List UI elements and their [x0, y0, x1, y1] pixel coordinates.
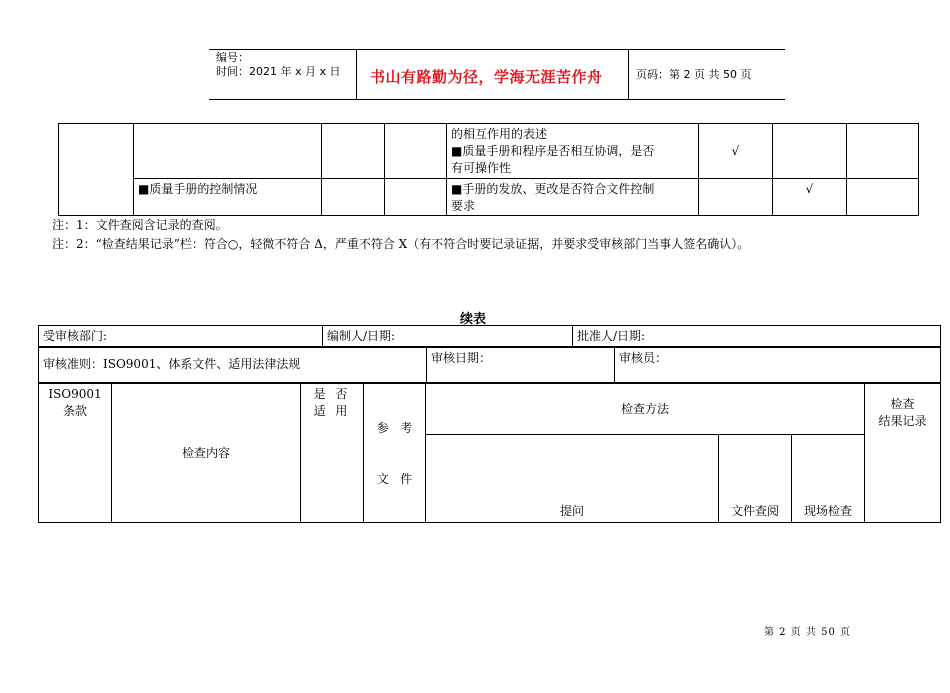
header-divider-left	[356, 49, 357, 99]
col-reference-line: 文 件	[376, 472, 413, 486]
question-line: 有可操作性	[451, 161, 512, 175]
column-header-table	[38, 383, 941, 523]
table-row	[59, 179, 919, 216]
col-result-line: 检查	[890, 397, 915, 411]
col-result	[865, 384, 941, 523]
content-text: ■质量手册的控制情况	[138, 182, 258, 196]
field-check-check: √	[773, 179, 847, 216]
doc-review-cell	[699, 179, 773, 216]
col-method: 检查方法	[426, 384, 865, 435]
question-line: 的相互作用的表述	[451, 127, 548, 141]
continued-title: 续表	[460, 312, 487, 327]
clause-cell	[59, 124, 134, 216]
col-clause	[39, 384, 112, 523]
col-reference	[364, 384, 426, 523]
result-cell	[847, 179, 919, 216]
table-row	[59, 124, 919, 179]
header-divider-right	[628, 49, 629, 99]
auditor-cell: 审核员：	[615, 347, 941, 383]
col-reference-line: 参 考	[376, 421, 413, 435]
col-question: 提问	[426, 435, 719, 523]
audit-date-cell: 审核日期：	[427, 347, 615, 383]
col-field-check: 现场检查	[792, 435, 865, 523]
content-cell	[134, 124, 322, 179]
reference-cell	[385, 179, 447, 216]
question-line: ■手册的发放、更改是否符合文件控制	[451, 182, 655, 196]
col-result-line: 结果记录	[878, 414, 927, 428]
header-number-label: 编号：	[216, 51, 249, 64]
checklist-table-continued	[58, 123, 919, 216]
applicable-cell	[322, 179, 385, 216]
col-content: 检查内容	[112, 384, 301, 523]
question-line: ■质量手册和程序是否相互协调，是否	[451, 144, 655, 158]
note-1: 注：1：文件查阅含记录的查阅。	[52, 218, 228, 232]
note-2: 注：2：“检查结果记录”栏：符合○，轻微不符合 Δ，严重不符合 X（有不符合时要记录证据，并要求受审核部门当事人签名确认）。	[52, 237, 750, 251]
doc-review-check: √	[699, 124, 773, 179]
applicable-cell	[322, 124, 385, 179]
header-time-label: 时间：2021 年 x 月 x 日	[216, 65, 341, 78]
table-row	[39, 384, 941, 435]
header-bottom-rule	[209, 99, 785, 100]
question-cell	[447, 124, 699, 179]
criteria-table	[38, 346, 941, 383]
col-applicable-line: 是 否	[313, 387, 351, 401]
question-cell	[447, 179, 699, 216]
header-info-table	[38, 325, 941, 348]
col-clause-line: 条款	[62, 404, 87, 418]
criteria-cell: 审核准则：ISO9001、体系文件、适用法律法规	[39, 347, 427, 383]
page-footer: 第 2 页 共 50 页	[764, 627, 851, 638]
header-page-info: 页码：第 2 页 共 50 页	[636, 68, 752, 81]
reference-cell	[385, 124, 447, 179]
header-motto: 书山有路勤为径，学海无涯苦作舟	[370, 68, 603, 86]
prepared-by-cell: 编制人/日期:	[323, 326, 573, 348]
col-doc-review: 文件查阅	[719, 435, 792, 523]
col-applicable	[301, 384, 364, 523]
audited-dept-cell: 受审核部门:	[39, 326, 323, 348]
col-applicable-line: 适 用	[313, 404, 351, 418]
col-clause-line: ISO9001	[48, 387, 102, 401]
header-top-rule	[209, 49, 785, 50]
content-cell	[134, 179, 322, 216]
field-check-cell	[773, 124, 847, 179]
approved-by-cell: 批准人/日期:	[573, 326, 941, 348]
table-row	[39, 347, 941, 383]
question-line: 要求	[451, 199, 476, 213]
table-row	[39, 326, 941, 348]
result-cell	[847, 124, 919, 179]
